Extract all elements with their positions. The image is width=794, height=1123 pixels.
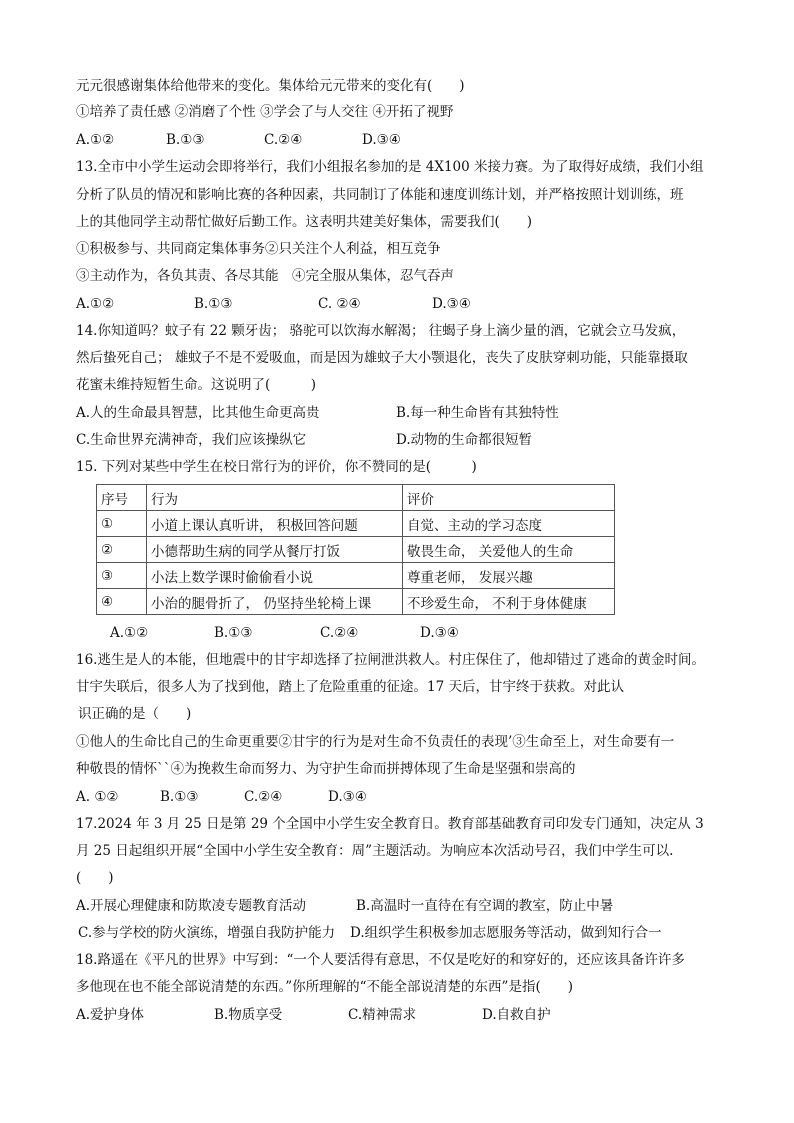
q14-option-b: B.每一种生命皆有其独特性	[396, 405, 559, 421]
table-row	[97, 511, 615, 537]
q13-stem-line-3: 上的其他同学主动帮忙做好后勤工作。这表明共建美好集体，需要我们( )	[76, 214, 533, 230]
q14-option-d: D.动物的生命都很短暂	[396, 432, 533, 448]
q15-stem: 15. 下列对某些中学生在校日常行为的评价，你不赞同的是( )	[76, 459, 477, 475]
row-evaluation: 敬畏生命， 关爱他人的生命	[403, 537, 615, 563]
row-index: ④	[97, 589, 147, 615]
q15-option-b: B.①③	[214, 625, 253, 641]
q17-option-b: B.高温时一直待在有空调的教室，防止中暑	[356, 898, 614, 914]
row-behavior: 小德帮助生病的同学从餐厅打饭	[147, 537, 403, 563]
q18-option-d: D.自救自护	[482, 1007, 551, 1023]
row-index: ①	[97, 511, 147, 537]
q16-stem-line-3: 识正确的是（ )	[78, 706, 192, 722]
q17-stem-line-3: ( )	[76, 870, 114, 886]
q13-stem-line-1: 13.全市中小学生运动会即将举行，我们小组报名参加的是 4X100 米接力赛。为了取得好成绩，我们小组	[76, 159, 704, 175]
q17-option-a: A.开展心理健康和防欺凌专题教育活动	[76, 898, 307, 914]
q18-option-b: B.物质享受	[214, 1007, 283, 1023]
q16-option-b: B.①③	[160, 789, 199, 805]
q18-option-c: C.精神需求	[348, 1007, 417, 1023]
q15-option-c: C.②④	[320, 625, 359, 641]
header-evaluation: 评价	[403, 485, 615, 511]
q17-option-d: D.组织学生积极参加志愿服务等活动，做到知行合一	[350, 925, 662, 941]
row-evaluation: 尊重老师， 发展兴趣	[403, 563, 615, 589]
q16-statements-line-2: 种敬畏的情怀``④为挽救生命而努力、为守护生命而拼搏体现了生命是坚强和崇高的	[76, 761, 576, 777]
q13-option-d: D.③④	[432, 296, 471, 312]
table-row	[97, 563, 615, 589]
row-index: ③	[97, 563, 147, 589]
q12-statements: ①培养了责任感 ②消磨了个性 ③学会了与人交往 ④开拓了视野	[76, 104, 454, 120]
table-row	[97, 589, 615, 615]
q16-stem-line-2: 甘宇失联后，很多人为了找到他，踏上了危险重重的征途。17 天后，甘宇终于获救。对此认	[76, 679, 624, 695]
q15-option-d: D.③④	[420, 625, 459, 641]
q13-option-a: A.①②	[76, 296, 115, 312]
q12-option-c: C.②④	[264, 132, 303, 148]
q14-option-c: C.生命世界充满神奇，我们应该操纵它	[76, 432, 307, 448]
row-behavior: 小治的腿骨折了， 仍坚持坐轮椅上课	[147, 589, 403, 615]
q12-option-a: A.①②	[76, 132, 115, 148]
q13-stem-line-2: 分析了队员的情况和影响比赛的各种因素，共同制订了体能和速度训练计划，并严格按照计划训练，班	[76, 187, 684, 203]
q15-table	[96, 484, 615, 615]
q16-option-a: A. ①②	[76, 789, 119, 805]
q14-stem-line-1: 14.你知道吗？蚊子有 22 颗牙齿； 骆驼可以饮海水解渴； 往蝎子身上滴少量的酒，它就会立马发疯，	[76, 323, 686, 339]
q17-stem-line-1: 17.2024 年 3 月 25 日是第 29 个全国中小学生安全教育日。教育部基础教育司印发专门通知，决定从 3	[76, 816, 704, 832]
q16-stem-line-1: 16.逃生是人的本能，但地震中的甘宇却选择了拉闸泄洪救人。村庄保住了，他却错过了逃命的黄金时间。	[76, 652, 705, 668]
q13-statements-line-1: ①积极参与、共同商定集体事务②只关注个人利益，相互竞争	[76, 241, 441, 257]
q16-statements-line-1: ①他人的生命比自己的生命更重要②甘宇的行为是对生命不负责任的表现’③生命至上，对生命要有一	[76, 734, 675, 750]
q16-option-c: C.②④	[244, 789, 283, 805]
q15-option-a: A.①②	[110, 625, 149, 641]
q17-stem-line-2: 月 25 日起组织开展“全国中小学生安全教育：周”主题活动。为响应本次活动号召，我们中学生可以.	[76, 843, 674, 859]
row-evaluation: 不珍爱生命， 不利于身体健康	[403, 589, 615, 615]
row-evaluation: 自觉、主动的学习态度	[403, 511, 615, 537]
q14-option-a: A.人的生命最具智慧，比其他生命更高贵	[76, 405, 320, 421]
row-index: ②	[97, 537, 147, 563]
q16-option-d: D.③④	[328, 789, 367, 805]
header-index: 序号	[97, 485, 147, 511]
row-behavior: 小道上课认真听讲， 积极回答问题	[147, 511, 403, 537]
q13-option-c: C. ②④	[318, 296, 361, 312]
header-behavior: 行为	[147, 485, 403, 511]
q17-option-c: C.参与学校的防火演练，增强自我防护能力	[78, 925, 336, 941]
q13-option-b: B.①③	[194, 296, 233, 312]
table-row	[97, 537, 615, 563]
row-behavior: 小法上数学课时偷偷看小说	[147, 563, 403, 589]
q12-stem: 元元很感谢集体给他带来的变化。集体给元元带来的变化有( )	[76, 78, 465, 94]
q14-stem-line-2: 然后蛰死自己； 雄蚊子不是不爱吸血，而是因为雄蚊子大小颚退化，丧失了皮肤穿刺功能，只能靠摄取	[76, 350, 688, 366]
q12-option-b: B.①③	[166, 132, 205, 148]
q18-stem-line-2: 多他现在也不能全部说清楚的东西。”你所理解的“不能全部说清楚的东西”是指( )	[76, 979, 573, 995]
table-header-row	[97, 485, 615, 511]
q13-statements-line-2: ③主动作为，各负其责、各尽其能 ④完全服从集体，忍气吞声	[76, 268, 454, 284]
q12-option-d: D.③④	[362, 132, 401, 148]
q14-stem-line-3: 花蜜未维持短暂生命。这说明了( )	[76, 377, 317, 393]
q18-option-a: A.爱护身体	[76, 1007, 145, 1023]
q18-stem-line-1: 18.路遥在《平凡的世界》中写到：“一个人要活得有意思，不仅是吃好的和穿好的，还应该具备许许多	[76, 952, 685, 968]
